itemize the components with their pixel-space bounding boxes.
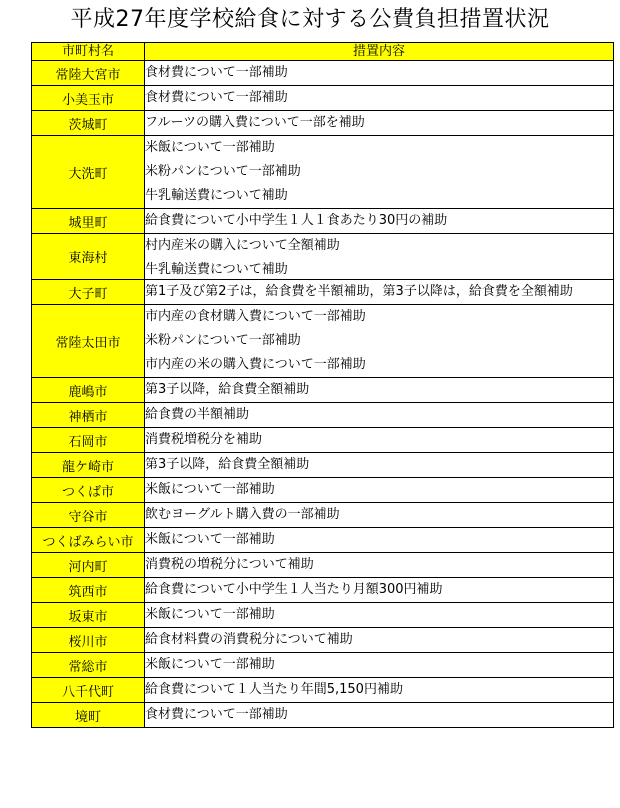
municipality-cell: 桜川市 <box>32 628 145 653</box>
measure-cell <box>145 61 614 86</box>
measure-line: 米飯について一部補助 <box>145 607 275 622</box>
municipality-cell: 境町 <box>32 703 145 728</box>
municipality-cell: 石岡市 <box>32 428 145 453</box>
table-row <box>32 453 614 478</box>
measure-cell <box>145 136 614 209</box>
table-row <box>32 136 614 209</box>
measure-line: 給食費について小中学生１人当たり月額300円補助 <box>145 582 443 597</box>
municipality-cell: 城里町 <box>32 209 145 234</box>
measure-cell <box>145 111 614 136</box>
table-row <box>32 503 614 528</box>
table-row <box>32 628 614 653</box>
measure-line: 村内産米の購入について全額補助 <box>145 238 340 253</box>
measure-line: 市内産の食材購入費について一部補助 <box>145 309 366 324</box>
table-row <box>32 86 614 111</box>
measure-cell <box>145 703 614 728</box>
measure-line: 米飯について一部補助 <box>145 657 275 672</box>
measure-line: 給食費の半額補助 <box>145 407 250 422</box>
measure-line: 給食材料費の消費税分について補助 <box>145 632 353 647</box>
table-row <box>32 305 614 378</box>
municipality-cell: 龍ケ崎市 <box>32 453 145 478</box>
measure-cell <box>145 653 614 678</box>
table-row <box>32 111 614 136</box>
table-row <box>32 678 614 703</box>
measure-cell <box>145 280 614 305</box>
municipality-cell: つくば市 <box>32 478 145 503</box>
table-row <box>32 603 614 628</box>
column-header-municipality: 市町村名 <box>32 43 145 61</box>
municipality-cell: 守谷市 <box>32 503 145 528</box>
municipality-cell: 茨城町 <box>32 111 145 136</box>
measure-line: 給食費について１人当たり年間5,150円補助 <box>145 682 403 697</box>
measure-cell <box>145 603 614 628</box>
table-row <box>32 280 614 305</box>
measure-cell <box>145 234 614 280</box>
page-title: 平成27年度学校給食に対する公費負担措置状況 <box>70 7 550 32</box>
table-row <box>32 61 614 86</box>
measure-cell <box>145 305 614 378</box>
measure-line: 米飯について一部補助 <box>145 532 275 547</box>
measure-cell <box>145 503 614 528</box>
measure-cell <box>145 628 614 653</box>
measure-cell <box>145 578 614 603</box>
measure-line: 第3子以降，給食費全額補助 <box>145 382 310 397</box>
column-header-measures: 措置内容 <box>145 43 614 61</box>
municipality-cell: 大洗町 <box>32 136 145 209</box>
municipality-cell: 常総市 <box>32 653 145 678</box>
measure-cell <box>145 453 614 478</box>
municipality-cell: 八千代町 <box>32 678 145 703</box>
measure-cell <box>145 478 614 503</box>
measure-line: 消費税の増税分について補助 <box>145 557 314 572</box>
measure-cell <box>145 528 614 553</box>
table-row <box>32 528 614 553</box>
measure-line: 牛乳輸送費について補助 <box>145 188 288 203</box>
measure-line: 食材費について一部補助 <box>145 65 288 80</box>
table-row <box>32 403 614 428</box>
measure-line: 食材費について一部補助 <box>145 707 288 722</box>
measure-cell <box>145 403 614 428</box>
measure-line: 消費税増税分を補助 <box>145 432 263 447</box>
measure-line: 米粉パンについて一部補助 <box>145 164 301 179</box>
table-row <box>32 428 614 453</box>
table-row <box>32 478 614 503</box>
measure-cell <box>145 378 614 403</box>
measure-line: 米飯について一部補助 <box>145 140 275 155</box>
measure-line: 市内産の米の購入費について一部補助 <box>145 357 366 372</box>
measure-cell <box>145 428 614 453</box>
municipality-cell: 常陸太田市 <box>32 305 145 378</box>
measure-line: 米飯について一部補助 <box>145 482 275 497</box>
table-row <box>32 378 614 403</box>
table-row <box>32 653 614 678</box>
measure-line: フルーツの購入費について一部を補助 <box>145 115 365 130</box>
municipality-cell: 常陸大宮市 <box>32 61 145 86</box>
measure-cell <box>145 86 614 111</box>
table-row <box>32 703 614 728</box>
municipality-cell: 小美玉市 <box>32 86 145 111</box>
municipality-cell: つくばみらい市 <box>32 528 145 553</box>
municipality-cell: 河内町 <box>32 553 145 578</box>
municipality-cell: 筑西市 <box>32 578 145 603</box>
municipality-cell: 東海村 <box>32 234 145 280</box>
measure-line: 食材費について一部補助 <box>145 90 288 105</box>
measure-line: 飲むヨーグルト購入費の一部補助 <box>145 507 340 522</box>
table-row <box>32 578 614 603</box>
municipality-cell: 鹿嶋市 <box>32 378 145 403</box>
measures-table <box>31 42 614 728</box>
table-row <box>32 553 614 578</box>
municipality-cell: 神栖市 <box>32 403 145 428</box>
measure-line: 第1子及び第2子は，給食費を半額補助，第3子以降は，給食費を全額補助 <box>145 284 573 299</box>
measure-line: 給食費について小中学生１人１食あたり30円の補助 <box>145 213 448 228</box>
measure-line: 牛乳輸送費について補助 <box>145 262 288 277</box>
measure-line: 米粉パンについて一部補助 <box>145 333 301 348</box>
measure-cell <box>145 209 614 234</box>
table-row <box>32 234 614 280</box>
table-row <box>32 209 614 234</box>
municipality-cell: 大子町 <box>32 280 145 305</box>
measure-cell <box>145 678 614 703</box>
measure-cell <box>145 553 614 578</box>
measure-line: 第3子以降，給食費全額補助 <box>145 457 310 472</box>
municipality-cell: 坂東市 <box>32 603 145 628</box>
header-row <box>32 43 614 61</box>
